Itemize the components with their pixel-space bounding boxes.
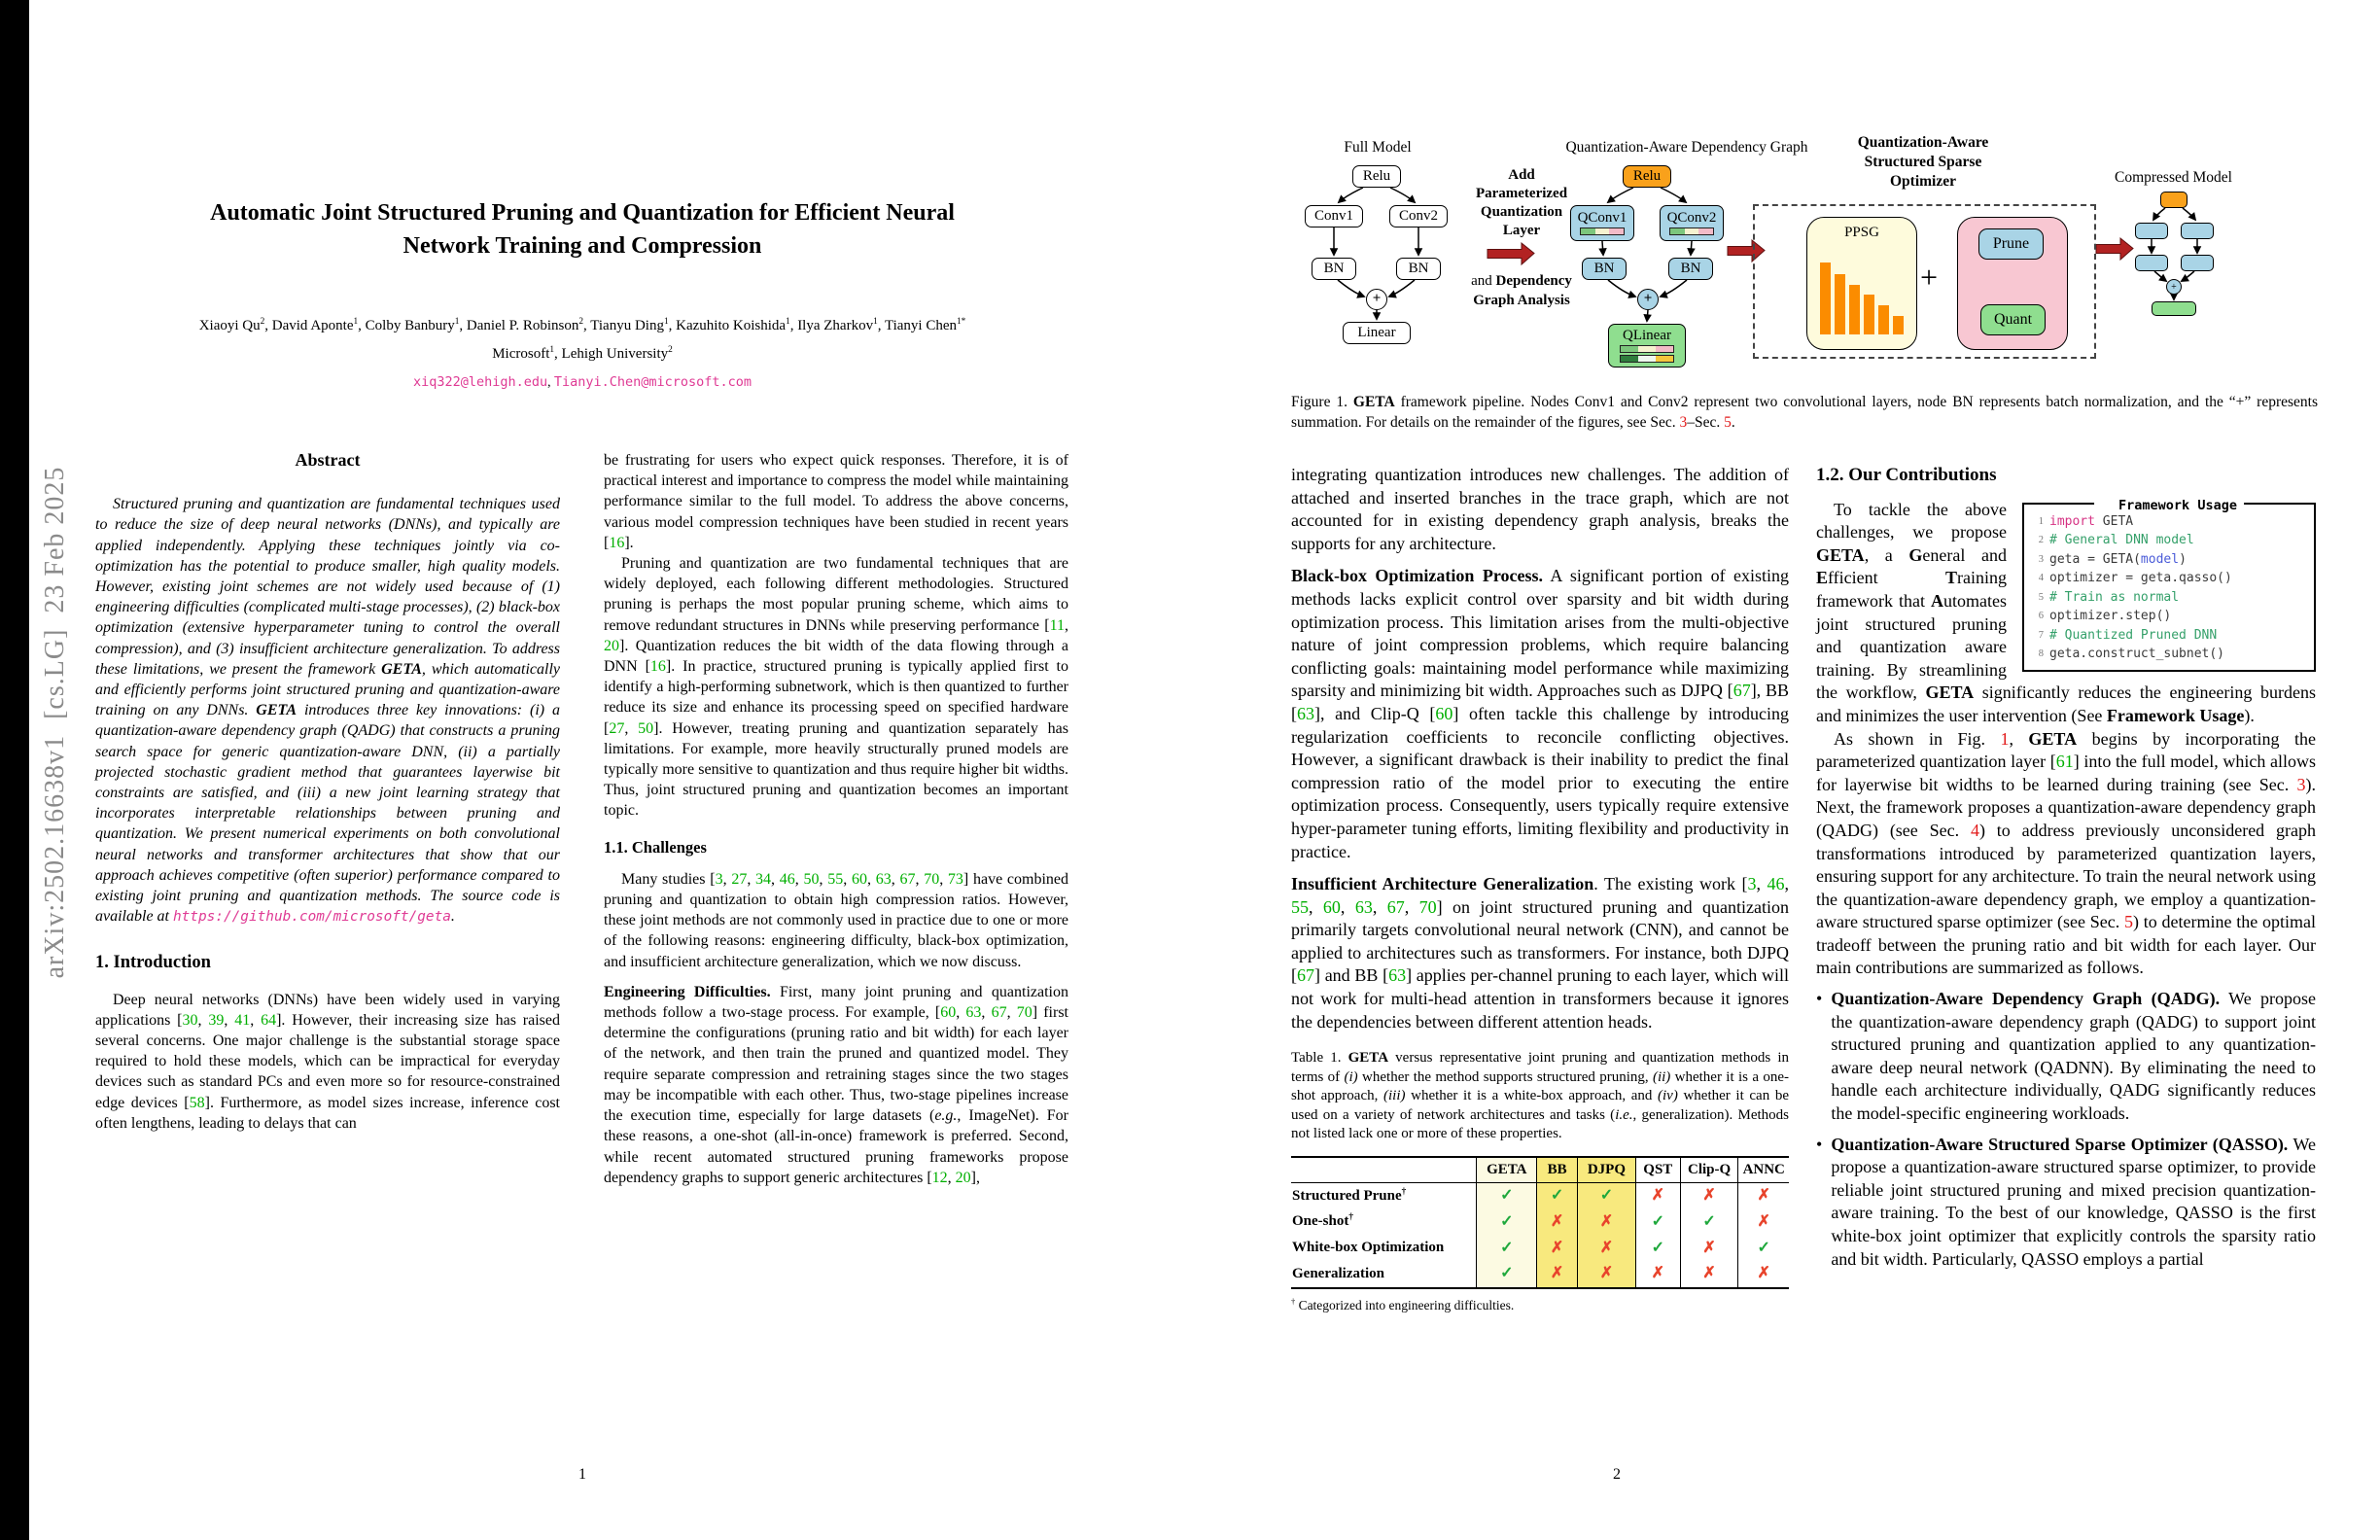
paper-title: [95, 196, 1069, 262]
citation-link[interactable]: 41: [234, 1011, 251, 1029]
node-label: QLinear: [1623, 328, 1671, 343]
email-line: xiq322@lehigh.edu, Tianyi.Chen@microsoft.com: [412, 374, 752, 390]
table-cell: [1738, 1183, 1789, 1209]
node-label: QConv2: [1666, 210, 1717, 226]
ppsg-bar: [1893, 316, 1904, 334]
code-line: 5 # Train as normal: [2049, 588, 2308, 608]
bit-width-bar: [1669, 228, 1714, 235]
citation-link[interactable]: 55: [1291, 896, 1309, 917]
code-line-number: 3: [2038, 553, 2044, 565]
citation-link[interactable]: 50: [803, 870, 820, 888]
table-row: [1291, 1209, 1789, 1236]
cross-icon: ✗: [1651, 1265, 1664, 1282]
table-cell: [1738, 1261, 1789, 1288]
body-paragraph: Many studies [3, 27, 34, 46, 50, 55, 60, 63, 67, 70, 73] have combined pruning and quantization to obtain high compression ratios. However, these joint methods are not commonly used in practice due to one or more of the following reasons: engineering difficulty, black-box optimization, and insufficient architecture generalization, which we now discuss.: [604, 870, 1069, 970]
node-conv1: Conv1: [1305, 205, 1363, 228]
page1-column-left: [95, 450, 560, 1134]
page2-column-left: [1291, 464, 1789, 1316]
full-model-label: Full Model: [1344, 139, 1412, 156]
body-paragraph: integrating quantization introduces new challenges. The addition of attached and inserted branches in the trace graph, which are not accounted for in existing dependency graph analysis, breaks the supports for any architecture.: [1291, 465, 1789, 553]
table-cell: [1578, 1236, 1636, 1262]
node-bn: BN: [1312, 258, 1356, 280]
table-column-header: GETA: [1477, 1157, 1537, 1183]
dependency-graph-analysis-label: and Dependency Graph Analysis: [1471, 273, 1572, 308]
page2-column-right: [1816, 464, 2316, 1271]
ppsg-box: [1806, 217, 1917, 350]
contributions-paragraph: [1816, 499, 2316, 728]
node-relu: Relu: [1352, 165, 1401, 188]
code-line: 6 optimizer.step(): [2049, 607, 2308, 626]
abstract-heading: Abstract: [295, 450, 361, 470]
section-ref-link[interactable]: 5: [2123, 912, 2133, 932]
table-cell: [1477, 1209, 1537, 1236]
check-icon: ✓: [1500, 1239, 1514, 1256]
citation-link[interactable]: 67: [991, 1004, 1007, 1022]
bullet-icon: •: [1816, 989, 1823, 1009]
node-conv2: Conv2: [1389, 205, 1448, 228]
table-cell: [1635, 1236, 1680, 1262]
compressed-node-linear: [2152, 301, 2196, 316]
ppsg-bar-chart: [1820, 249, 1904, 334]
table-row: [1291, 1261, 1789, 1288]
table-column-header: ANNC: [1738, 1157, 1789, 1183]
table-cell: [1738, 1236, 1789, 1262]
citation-link[interactable]: 50: [638, 719, 654, 737]
citation-link[interactable]: 67: [899, 870, 916, 888]
cross-icon: ✗: [1757, 1265, 1770, 1282]
abstract-paragraph: Structured pruning and quantization are fundamental techniques used to reduce the size of deep neural networks (DNNs), and typically are applied independently. Applying these techniques jointly via co-optimization has the potential to produce smaller, high quality models. However, existing joint schemes are not widely used because of (1) engineering difficulties (complicated multi-stage processes), (2) black-box optimization (extensive hyperparameter tuning to control the overall compression), and (3) insufficient architecture generalization. To address these limitations, we present the framework GETA, which automatically and efficiently performs joint structured pruning and quantization-aware training on any DNNs. GETA introduces three key innovations: (i) a quantization-aware dependency graph (QADG) that constructs a pruning search space for generic quantization-aware DNN, (ii) a partially projected stochastic gradient method that guarantees layerwise bit constraints are satisfied, and (iii) a new joint learning strategy that incorporates interpretable relationships between pruning and quantization. We present numerical experiments on both convolutional neural networks and transformer architectures that show that our approach achieves competitive (often superior) performance compared to existing joint pruning and quantization methods. The source code is available at https://github.com/microsoft/geta.: [95, 496, 561, 926]
table-cell: [1477, 1236, 1537, 1262]
compressed-node-sum: +: [2166, 279, 2182, 295]
citation-link[interactable]: 12: [931, 1169, 948, 1186]
table-cell: [1537, 1209, 1578, 1236]
table-cell: [1537, 1261, 1578, 1288]
cross-icon: ✗: [1599, 1239, 1614, 1256]
bullet-icon: •: [1816, 1134, 1823, 1154]
code-line-number: 6: [2038, 611, 2044, 622]
code-line: 8 geta.construct_subnet(): [2049, 645, 2308, 664]
code-line: 3 geta = GETA(model): [2049, 550, 2308, 570]
paper-title-line2: Network Training and Compression: [402, 233, 762, 259]
optimizer-label: Quantization-Aware Structured Sparse Optimizer: [1857, 134, 1989, 190]
table-1-footnote: † Categorized into engineering difficulties.: [1291, 1297, 1515, 1312]
plus-operator: +: [1919, 260, 1939, 295]
node-bn: BN: [1396, 258, 1441, 280]
cross-icon: ✗: [1599, 1212, 1614, 1230]
section-heading-introduction: 1. Introduction: [95, 953, 211, 973]
bit-width-bar: [1620, 345, 1674, 353]
table-cell: [1578, 1183, 1636, 1209]
citation-link[interactable]: 63: [1354, 896, 1373, 917]
table-column-header: Clip-Q: [1680, 1157, 1738, 1183]
ppsg-bar: [1878, 305, 1889, 334]
table-row-label: Generalization: [1292, 1265, 1384, 1281]
ppsg-label: PPSG: [1844, 225, 1879, 240]
compressed-node-conv: [2181, 223, 2214, 239]
node-qconv1: [1570, 205, 1634, 241]
citation-link[interactable]: 34: [755, 870, 772, 888]
table-row-label: Structured Prune†: [1292, 1186, 1407, 1204]
compressed-node-relu: [2160, 192, 2188, 208]
ppsg-bar: [1864, 295, 1874, 334]
cross-icon: ✗: [1757, 1187, 1770, 1205]
section-ref-link[interactable]: 5: [1724, 414, 1732, 431]
table-1: [1291, 1156, 1789, 1289]
node-bn: BN: [1582, 258, 1627, 280]
node-label: QConv1: [1577, 210, 1628, 226]
hyperlink[interactable]: xiq322@lehigh.edu: [412, 374, 548, 390]
citation-link[interactable]: 63: [1297, 703, 1314, 723]
ppsg-bar: [1820, 262, 1831, 334]
cross-icon: ✗: [1702, 1265, 1716, 1282]
check-icon: ✓: [1500, 1265, 1514, 1282]
ppsg-bar: [1835, 274, 1845, 334]
code-line-number: 5: [2038, 591, 2044, 603]
node-sum: +: [1637, 289, 1659, 310]
node-prune: Prune: [1978, 228, 2044, 260]
citation-link[interactable]: 67: [1732, 681, 1751, 701]
cross-icon: ✗: [1702, 1187, 1716, 1205]
page-number-1: 1: [578, 1466, 586, 1483]
citation-link[interactable]: 73: [947, 870, 963, 888]
check-icon: ✓: [1500, 1212, 1514, 1230]
section-ref-link[interactable]: 1: [2000, 728, 2010, 749]
body-paragraph: As shown in Fig. 1, GETA begins by incorporating the parameterized quantization layer [61] into the full model, which allows for layerwise bit widths to be learned during training (see Sec. 3). Next, the framework proposes a quantization-aware dependency graph (QADG) (see Sec. 4) to address previously unconsidered graph transformations introduced by parameterized quantization layers, ensuring support for any architecture. To train the neural network using the quantization-aware dependency graph, we employ a quantization-aware structured sparse optimizer (see Sec. 5) to determine the optimal tradeoff between the pruning ratio and bit width for each layer. Our main contributions are summarized as follows.: [1816, 728, 2316, 978]
table-cell: [1680, 1261, 1738, 1288]
pipeline-arrow-icon: [1488, 243, 1534, 264]
intro-paragraph: Deep neural networks (DNNs) have been widely used in varying applications [30, 39, 41, 64]. However, their increasing size has raised several concerns. One major challenge is the substantial storage space required to hold these models, which can be impractical for everyday devices such as standard PCs and even more so for resource-constrained edge devices [58]. Furthermore, as model sizes increase, inference cost often lengthens, leading to delays that can: [95, 991, 561, 1132]
citation-link[interactable]: 70: [1016, 1004, 1032, 1022]
page-number-2: 2: [1613, 1466, 1621, 1483]
cross-icon: ✗: [1651, 1187, 1664, 1205]
node-relu-quantized: Relu: [1623, 165, 1671, 188]
bit-width-bar: [1580, 228, 1625, 235]
table-column-header: QST: [1635, 1157, 1680, 1183]
author-list: Xiaoyi Qu$^2$, David Aponte$^1$, Colby Banbury$^1$, Daniel P. Robinson$^2$, Tianyu Ding$^1$, Kazuhito Koishida$^1$, Ilya Zharkov$^1$, Tianyi Chen$^{1*}$: [198, 317, 966, 333]
citation-link[interactable]: 70: [1418, 896, 1437, 917]
node-qlinear: [1608, 324, 1686, 368]
table-cell: [1635, 1183, 1680, 1209]
page1-column-right: [604, 450, 1068, 1188]
code-line-number: 1: [2038, 515, 2044, 527]
citation-link[interactable]: 39: [208, 1011, 225, 1029]
node-sum: +: [1366, 289, 1387, 310]
compressed-model-label: Compressed Model: [2115, 169, 2232, 186]
body-paragraph: be frustrating for users who expect quick responses. Therefore, it is of practical interest and importance to compress the model while maintaining performance similar to the full model. To address the above concerns, various model compression techniques have been studied in recent years [16].: [604, 452, 1068, 551]
qadg-label: Quantization-Aware Dependency Graph: [1565, 139, 1808, 156]
citation-link[interactable]: 20: [604, 637, 619, 654]
citation-link[interactable]: 70: [924, 870, 940, 888]
table-corner-cell: [1291, 1157, 1477, 1183]
cross-icon: ✗: [1702, 1239, 1716, 1256]
table-row-label: One-shot†: [1292, 1212, 1353, 1230]
table-cell: [1578, 1261, 1636, 1288]
citation-link[interactable]: 27: [731, 870, 748, 888]
citation-link[interactable]: 16: [649, 658, 666, 676]
cross-icon: ✗: [1599, 1265, 1614, 1282]
compressed-node-bn: [2135, 255, 2168, 271]
citation-link[interactable]: 60: [940, 1004, 957, 1022]
code-line: 2 # General DNN model: [2049, 531, 2308, 550]
table-cell: [1537, 1183, 1578, 1209]
cross-icon: ✗: [1757, 1212, 1770, 1230]
table-cell: [1738, 1209, 1789, 1236]
pipeline-arrow-icon: [2096, 238, 2133, 260]
code-line: 7 # Quantized Pruned DNN: [2049, 626, 2308, 646]
ppsg-bar: [1849, 285, 1860, 334]
code-line-number: 8: [2038, 648, 2044, 660]
citation-link[interactable]: 3: [715, 870, 723, 888]
table-cell: [1680, 1183, 1738, 1209]
citation-link[interactable]: 46: [779, 870, 795, 888]
add-quantization-layer-label: Add Parameterized Quantization Layer: [1475, 167, 1568, 238]
citation-link[interactable]: 27: [609, 719, 625, 737]
body-paragraph: Pruning and quantization are two fundamental techniques that are widely deployed, each following different methodologies. Structured pruning is perhaps the most popular pruning scheme, which aims to remove redundant structures in DNNs while preserving performance [11, 20]. Quantization reduces the bit width of the data flowing through a DNN [16]. In practice, structured pruning is typically applied first to identify a high-performing subnetwork, which is then quantized to further reduce its size and enhance its processing speed on specified hardware [27, 50]. However, treating pruning and quantization separately has limitations. For example, more heavily structurally pruned models are typically more sensitive to quantization and thus require higher bit widths. Thus, joint structured pruning and quantization becomes an important topic.: [604, 555, 1069, 820]
contributions-text: To tackle the above challenges, we propose GETA, a General and Efficient Training framework that Automates joint structured pruning and quantization aware training. By streamlining the workflow, GETA significantly reduces the engineering burdens and minimizes the user intervention (See Framework Usage).: [1816, 499, 2316, 725]
citation-link[interactable]: 63: [875, 870, 892, 888]
citation-link[interactable]: 60: [1435, 703, 1453, 723]
node-bn: BN: [1668, 258, 1713, 280]
citation-link[interactable]: 3: [1747, 874, 1757, 894]
check-icon: ✓: [1500, 1187, 1514, 1205]
table-cell: [1477, 1261, 1537, 1288]
citation-link[interactable]: 60: [851, 870, 867, 888]
citation-link[interactable]: 58: [189, 1094, 205, 1111]
contribution-bullet-qadg: • Quantization-Aware Dependency Graph (QADG). We propose the quantization-aware dependency graph (QADG) to support joint structured pruning and quantization applied to any quantization-aware deep neural network (QADNN). By eliminating the need to handle each architecture individually, QADG significantly reduces the model-specific engineering workloads.: [1816, 988, 2316, 1126]
check-icon: ✓: [1550, 1187, 1564, 1205]
section-ref-link[interactable]: 3: [1679, 414, 1688, 431]
code-line: 1 import GETA: [2049, 512, 2308, 532]
citation-link[interactable]: 60: [1322, 896, 1341, 917]
cross-icon: ✗: [1550, 1265, 1564, 1282]
section-ref-link[interactable]: 3: [2296, 774, 2306, 794]
figure-1-pipeline: [1303, 83, 2236, 389]
section-heading-challenges: 1.1. Challenges: [604, 837, 707, 857]
body-paragraph: Engineering Difficulties. First, many joint pruning and quantization methods follow a two-stage process. For example, [60, 63, 67, 70] first determine the configurations (pruning ratio and bit width) for each layer of the network, and then train the pruned and quantized model. They require separate compression and retraining stages since the two stages may be incompatible with each other. Thus, two-stage pipelines increase the execution time, especially for large datasets (e.g., ImageNet). For these reasons, a one-shot (all-in-once) framework is preferred. Second, while recent automated structured pruning frameworks propose dependency graphs to support generic architectures [12, 20],: [604, 983, 1069, 1186]
hyperlink[interactable]: Tianyi.Chen@microsoft.com: [553, 374, 752, 390]
citation-link[interactable]: 46: [1767, 874, 1785, 894]
table-cell: [1635, 1261, 1680, 1288]
table-cell: [1477, 1183, 1537, 1209]
arxiv-stamp: arXiv:2502.16638v1 [cs.LG] 23 Feb 2025: [40, 466, 70, 979]
node-qconv2: [1660, 205, 1724, 241]
table-column-header: DJPQ: [1578, 1157, 1636, 1183]
table-cell: [1635, 1209, 1680, 1236]
check-icon: ✓: [1599, 1187, 1614, 1205]
contribution-bullet-qasso: • Quantization-Aware Structured Sparse Optimizer (QASSO). We propose a quantization-aware structured sparse optimizer, to provide reliable joint structured pruning and mixed precision quantization-aware training. To the best of our knowledge, QASSO is the first white-box joint optimizer that explicitly controls the sparsity ratio and bit width. Particularly, QASSO employs a partial: [1816, 1134, 2316, 1272]
code-line: 4 optimizer = geta.qasso(): [2049, 569, 2308, 588]
table-1-caption: Table 1. GETA versus representative joint pruning and quantization methods in terms of (i) whether the method supports structured pruning, (ii) whether it is a one-shot approach, (iii) whether it is a white-box approach, and (iv) whether it can be used on a variety of network architectures and tasks (i.e., generalization). Methods not listed lack one or more of these properties.: [1291, 1050, 1790, 1142]
table-column-header: BB: [1537, 1157, 1578, 1183]
check-icon: ✓: [1651, 1239, 1664, 1256]
table-row: [1291, 1183, 1789, 1209]
body-paragraph: Insufficient Architecture Generalization. The existing work [3, 46, 55, 60, 63, 67, 70] on joint structured pruning and quantization primarily targets convolutional neural network (CNN), and cannot be applied to architectures such as transformers. For instance, both DJPQ [67] and BB [63] applies per-channel pruning to each layer, which will not work for multi-head attention in transformers because it ignores the dependencies between different attention heads.: [1291, 874, 1789, 1032]
table-row: [1291, 1236, 1789, 1262]
check-icon: ✓: [1757, 1239, 1770, 1256]
code-line-number: 4: [2038, 573, 2044, 584]
citation-link[interactable]: 64: [261, 1011, 277, 1029]
figure-1-caption: Figure 1. GETA framework pipeline. Nodes Conv1 and Conv2 represent two convolutional layers, node BN represents batch normalization, and the “+” represents summation. For details on the remainder of the figures, see Sec. 3–Sec. 5.: [1291, 394, 2319, 431]
section-heading-contributions: 1.2. Our Contributions: [1816, 465, 1997, 485]
table-cell: [1537, 1236, 1578, 1262]
code-line-number: 7: [2038, 629, 2044, 641]
cross-icon: ✗: [1550, 1239, 1564, 1256]
body-paragraph: Black-box Optimization Process. A significant portion of existing methods lacks explicit control over sparsity and bit width during optimization process. This limitation arises from the multi-objective nature of joint compression problems, which require balancing conflicting goals: maintaining model performance while maximizing sparsity and minimizing bit width. Approaches such as DJPQ [67], BB [63], and Clip-Q [60] often tackle this challenge by introducing regularization coefficients to reconcile conflicting objectives. However, a significant drawback is their inability to predict the final compression ratio of the model prior to executing the entire optimization process. Consequently, users typically require extensive hyper-parameter tuning efforts, limiting flexibility and productivity in practice.: [1291, 566, 1790, 861]
citation-link[interactable]: 61: [2055, 752, 2074, 772]
citation-link[interactable]: 16: [609, 534, 625, 551]
section-ref-link[interactable]: 4: [1970, 820, 1979, 840]
node-linear: Linear: [1343, 322, 1411, 344]
citation-link[interactable]: 67: [1386, 896, 1405, 917]
cross-icon: ✗: [1550, 1212, 1564, 1230]
check-icon: ✓: [1651, 1212, 1664, 1230]
table-cell: [1680, 1236, 1738, 1262]
code-line-number: 2: [2038, 535, 2044, 546]
node-quant: Quant: [1980, 304, 2046, 335]
affiliation-line: Microsoft$^1$, Lehigh University$^2$: [492, 345, 673, 362]
citation-link[interactable]: 11: [1049, 616, 1065, 634]
framework-usage-box: [2022, 497, 2316, 672]
framework-usage-title: Framework Usage: [2094, 495, 2244, 518]
citation-link[interactable]: 30: [182, 1011, 198, 1029]
table-cell: [1680, 1209, 1738, 1236]
citation-link[interactable]: 55: [827, 870, 844, 888]
paper-title-line1: Automatic Joint Structured Pruning and Quantization for Efficient Neural: [210, 200, 955, 226]
citation-link[interactable]: 63: [1388, 965, 1407, 986]
hyperlink[interactable]: https://github.com/microsoft/geta: [172, 909, 451, 926]
scan-left-border: [0, 0, 29, 1540]
citation-link[interactable]: 67: [1297, 965, 1314, 986]
table-row-label: White-box Optimization: [1292, 1240, 1445, 1256]
table-cell: [1578, 1209, 1636, 1236]
bit-width-bar: [1620, 355, 1674, 363]
compressed-node-bn: [2181, 255, 2214, 271]
check-icon: ✓: [1702, 1212, 1716, 1230]
citation-link[interactable]: 20: [955, 1169, 971, 1186]
code-listing: [2038, 512, 2308, 664]
citation-link[interactable]: 63: [965, 1004, 982, 1022]
compressed-node-conv: [2135, 223, 2168, 239]
